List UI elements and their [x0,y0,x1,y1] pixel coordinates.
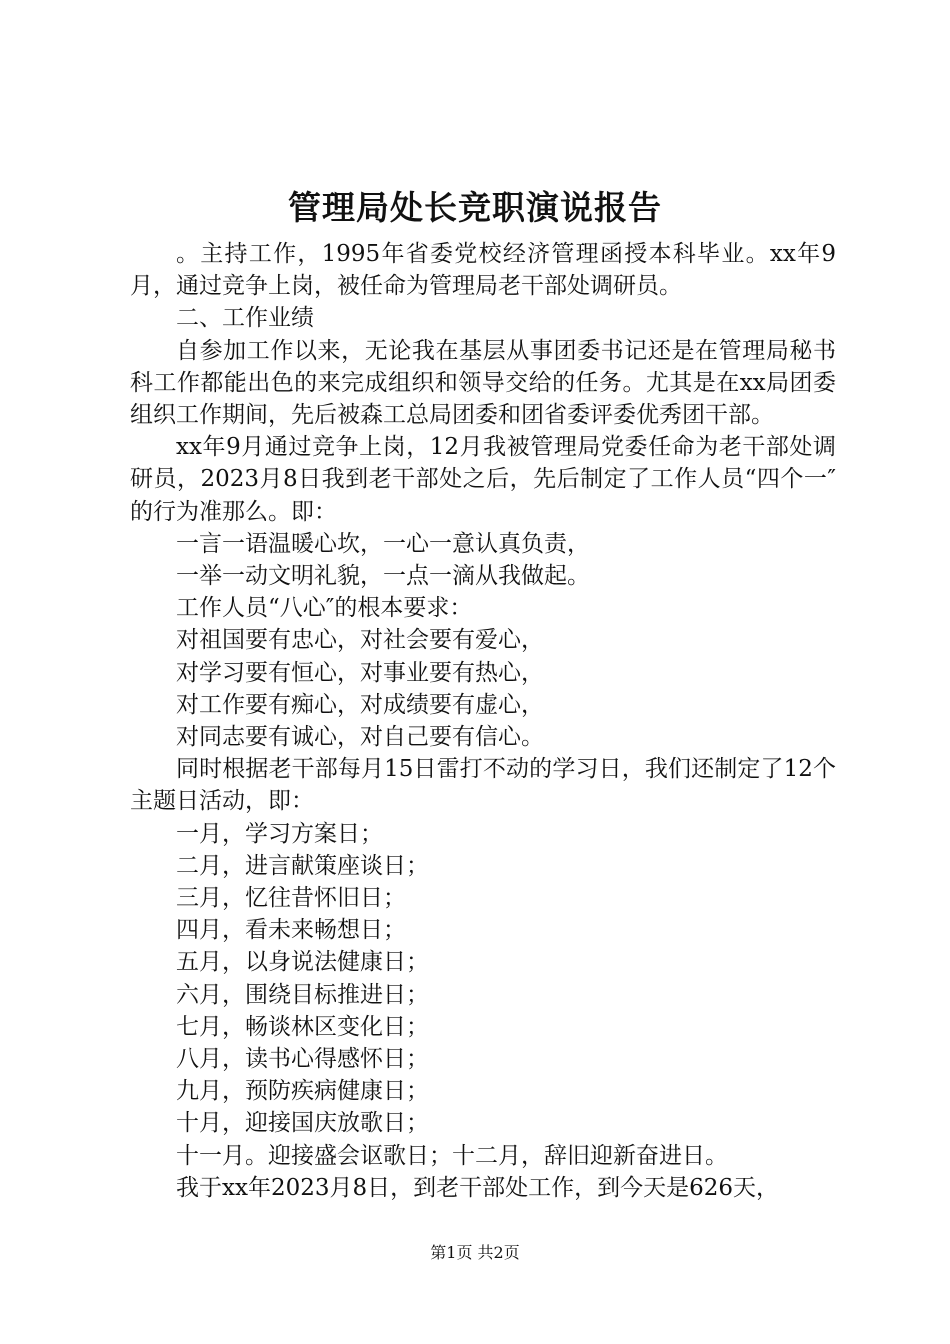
list-item: 二月，进言献策座谈日； [176,852,429,879]
paragraph-line: 对工作要有痴心，对成绩要有虚心， [176,691,544,718]
list-item: 一月，学习方案日； [176,820,383,847]
paragraph: 同时根据老干部每月15日雷打不动的学习日，我们还制定了12个主题日活动，即： [130,756,836,815]
paragraph-line: 对祖国要有忠心，对社会要有爱心， [176,627,544,654]
document-title: 管理局处长竞职演说报告 [288,188,662,227]
list-item: 十一月。迎接盛会讴歌日；十二月，辞旧迎新奋进日。 [176,1142,728,1169]
paragraph: xx年9月通过竞争上岗，12月我被管理局党委任命为老干部处调研员，2023月8日我到老干部处之后，先后制定了工作人员“四个一″的行为准那么。即： [130,434,836,525]
list-item: 四月，看未来畅想日； [176,917,406,944]
paragraph: 。主持工作，1995年省委党校经济管理函授本科毕业。xx年9月，通过竞争上岗，被任命为管理局老干部处调研员。 [130,241,836,300]
list-item: 六月，围绕目标推进日； [176,981,429,1008]
list-item: 八月，读书心得感怀日； [176,1046,429,1073]
paragraph-line: 一举一动文明礼貌，一点一滴从我做起。 [176,563,590,590]
list-item: 七月，畅谈林区变化日； [176,1013,429,1040]
section-heading: 二、工作业绩 [176,305,314,332]
list-item: 三月，忆往昔怀旧日； [176,885,406,912]
paragraph-line: 对学习要有恒心，对事业要有热心， [176,659,544,686]
document-body [130,238,836,1204]
paragraph-line: 对同志要有诚心，对自己要有信心。 [176,724,544,751]
list-item: 五月，以身说法健康日； [176,949,429,976]
list-item: 九月，预防疾病健康日； [176,1078,429,1105]
paragraph: 自参加工作以来，无论我在基层从事团委书记还是在管理局秘书科工作都能出色的来完成组织和领导交给的任务。尤其是在xx局团委组织工作期间，先后被森工总局团委和团省委评委优秀团干部。 [130,337,836,429]
list-item: 十月，迎接国庆放歌日； [176,1110,429,1137]
page-footer: 第1页 共2页 [430,1243,520,1262]
paragraph-line: 一言一语温暖心坎，一心一意认真负责， [176,530,590,557]
paragraph: 我于xx年2023月8日，到老干部处工作，到今天是626天， [176,1174,780,1201]
paragraph-line: 工作人员“八心″的根本要求： [176,595,473,622]
